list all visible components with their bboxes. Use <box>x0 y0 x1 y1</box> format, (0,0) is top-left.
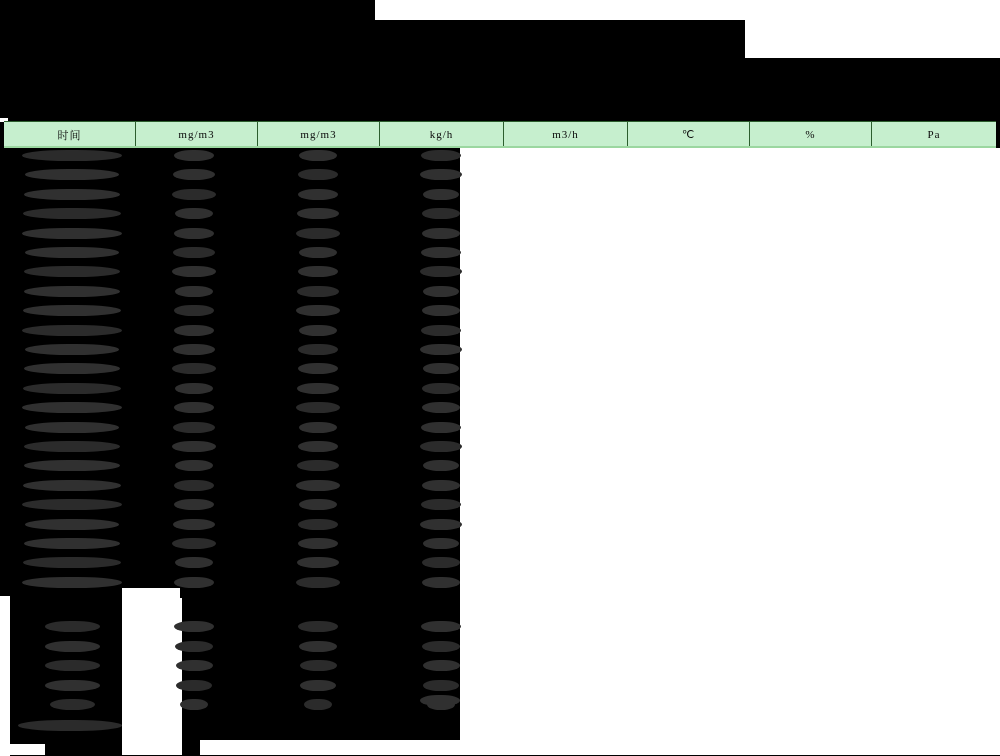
redacted-cell-text <box>420 695 460 706</box>
redacted-cell-text <box>296 305 339 316</box>
redacted-cell-text <box>45 621 100 632</box>
redacted-cell-text <box>422 402 461 413</box>
redacted-cell-text <box>24 189 120 200</box>
redacted-cell-text <box>25 422 119 433</box>
redacted-cell-text <box>18 720 122 731</box>
header-cell-3: kg/h <box>380 122 504 147</box>
redacted-cell-text <box>296 228 340 239</box>
redacted-cell-text <box>22 499 122 510</box>
redacted-cell-text <box>174 499 215 510</box>
redacted-cell-text <box>172 441 215 452</box>
redacted-cell-text <box>174 480 213 491</box>
redacted-cell-text <box>175 208 213 219</box>
redacted-cell-text <box>422 383 459 394</box>
redacted-cell-text <box>296 402 340 413</box>
redacted-cell-text <box>174 150 215 161</box>
redacted-cell-text <box>23 557 121 568</box>
redacted-cell-text <box>24 441 119 452</box>
redacted-cell-text <box>304 699 332 710</box>
redacted-cell-text <box>298 363 339 374</box>
redacted-cell-text <box>297 383 339 394</box>
redacted-cell-text <box>298 538 339 549</box>
redacted-cell-text <box>421 499 461 510</box>
redacted-cell-text <box>22 325 122 336</box>
redacted-cell-text <box>176 680 212 691</box>
redacted-cell-text <box>297 460 339 471</box>
redacted-cell-text <box>298 189 339 200</box>
page-margin-top-right <box>375 0 1000 20</box>
header-cell-2: mg/m3 <box>258 122 380 147</box>
redacted-cell-text <box>25 169 119 180</box>
redacted-cell-text <box>421 422 461 433</box>
redacted-cell-text <box>298 169 337 180</box>
redacted-cell-text <box>298 441 338 452</box>
redacted-cell-text <box>24 266 119 277</box>
redacted-cell-text <box>172 266 215 277</box>
header-cell-7: Pa <box>872 122 996 147</box>
redacted-cell-text <box>25 344 119 355</box>
redacted-cell-text <box>45 641 100 652</box>
redacted-cell-text <box>422 557 459 568</box>
redacted-cell-text <box>300 660 337 671</box>
redacted-cell-text <box>24 538 120 549</box>
redacted-cell-text <box>24 286 121 297</box>
redacted-cell-text <box>299 499 337 510</box>
redacted-cell-text <box>23 480 121 491</box>
redacted-cell-text <box>296 577 340 588</box>
redacted-cell-text <box>298 344 337 355</box>
redacted-cell-text <box>298 621 338 632</box>
page-bottom-strip <box>205 748 805 755</box>
redacted-cell-text <box>23 305 121 316</box>
header-cell-5: ℃ <box>628 122 750 147</box>
redacted-cell-text <box>420 266 462 277</box>
redacted-cell-text <box>421 621 461 632</box>
page-notch-6 <box>122 744 180 755</box>
redacted-cell-text <box>23 383 121 394</box>
redacted-cell-text <box>174 228 214 239</box>
redacted-cell-text <box>50 699 95 710</box>
redacted-cell-text <box>22 577 121 588</box>
redacted-cell-text <box>298 519 337 530</box>
redacted-cell-text <box>22 228 121 239</box>
redacted-cell-text <box>25 247 119 258</box>
redacted-cell-text <box>174 577 214 588</box>
redacted-cell-text <box>423 660 460 671</box>
redacted-cell-text <box>423 363 459 374</box>
redacted-cell-text <box>423 460 459 471</box>
redacted-cell-text <box>297 208 339 219</box>
redacted-cell-text <box>296 480 339 491</box>
redacted-cell-text <box>173 169 215 180</box>
redacted-cell-text <box>174 621 214 632</box>
redacted-cell-text <box>175 641 214 652</box>
redacted-cell-text <box>22 402 121 413</box>
redacted-cell-text <box>298 266 338 277</box>
page-right-margin <box>460 148 1000 755</box>
redacted-cell-text <box>299 641 338 652</box>
redacted-cell-text <box>297 557 339 568</box>
redacted-cell-text <box>421 325 461 336</box>
redacted-cell-text <box>422 305 460 316</box>
redacted-cell-text <box>24 363 120 374</box>
redacted-cell-text <box>174 402 214 413</box>
table-body-redacted <box>0 148 1000 755</box>
redacted-cell-text <box>420 519 461 530</box>
redacted-cell-text <box>421 150 461 161</box>
redacted-cell-text <box>173 344 215 355</box>
redacted-cell-text <box>422 208 459 219</box>
header-cell-4: m3/h <box>504 122 628 147</box>
redacted-cell-text <box>420 344 461 355</box>
redacted-cell-text <box>45 660 100 671</box>
redacted-cell-text <box>174 305 213 316</box>
redacted-cell-text <box>22 150 122 161</box>
redacted-cell-text <box>299 422 337 433</box>
redacted-cell-text <box>174 325 215 336</box>
redacted-cell-text <box>420 441 462 452</box>
redacted-cell-text <box>173 422 215 433</box>
redacted-cell-text <box>423 286 459 297</box>
page-gap-1 <box>122 598 182 755</box>
redacted-cell-text <box>45 680 100 691</box>
redacted-cell-text <box>25 519 119 530</box>
redacted-cell-text <box>180 699 208 710</box>
redacted-cell-text <box>172 189 216 200</box>
redacted-cell-text <box>422 641 461 652</box>
redacted-cell-text <box>175 286 213 297</box>
redacted-cell-text <box>23 208 121 219</box>
redacted-cell-text <box>423 189 459 200</box>
redacted-cell-text <box>172 538 216 549</box>
table-header-row <box>4 121 996 148</box>
redacted-cell-text <box>299 325 337 336</box>
redacted-cell-text <box>299 247 337 258</box>
redacted-cell-text <box>422 480 460 491</box>
redacted-cell-text <box>422 228 461 239</box>
redacted-cell-text <box>300 680 336 691</box>
page-notch-5 <box>10 744 45 755</box>
redacted-cell-text <box>172 363 216 374</box>
redacted-cell-text <box>173 519 215 530</box>
page-margin-upper-right <box>745 20 1000 58</box>
header-cell-6: % <box>750 122 872 147</box>
redacted-cell-text <box>299 150 337 161</box>
redacted-cell-text <box>422 577 461 588</box>
redacted-cell-text <box>24 460 121 471</box>
header-cell-0: 时间 <box>4 122 136 147</box>
redacted-cell-text <box>423 680 459 691</box>
header-cell-1: mg/m3 <box>136 122 258 147</box>
redacted-cell-text <box>423 538 459 549</box>
redacted-cell-text <box>175 557 213 568</box>
redacted-cell-text <box>175 460 213 471</box>
page-gap-4 <box>122 588 180 608</box>
redacted-cell-text <box>173 247 215 258</box>
redacted-cell-text <box>421 247 461 258</box>
page-left-notch-3 <box>0 696 10 756</box>
redacted-cell-text <box>176 660 213 671</box>
redacted-cell-text <box>297 286 339 297</box>
redacted-cell-text <box>420 169 461 180</box>
redacted-cell-text <box>175 383 213 394</box>
